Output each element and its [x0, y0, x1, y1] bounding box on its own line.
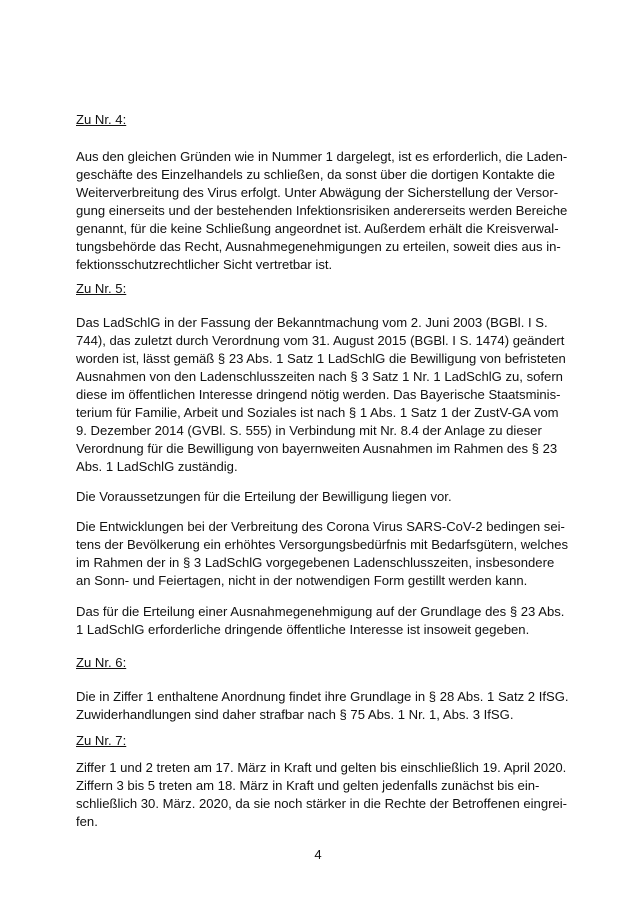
paragraph-line: Weiterverbreitung des Virus erfolgt. Unter Abwägung der Sicherstellung der Versor-	[76, 185, 559, 200]
section-heading-nr5: Zu Nr. 5:	[76, 281, 127, 296]
page-number: 4	[314, 847, 322, 862]
paragraph-line: Ziffer 1 und 2 treten am 17. März in Kraft und gelten bis einschließlich 19. April 2020.	[76, 760, 567, 775]
paragraph-line: diese im öffentlichen Interesse dringend nötig werden. Das Bayerische Staatsminis-	[76, 387, 561, 402]
paragraph-line: schließlich 30. März. 2020, da sie noch stärker in die Rechte der Betroffenen eingrei-	[76, 796, 568, 811]
section-heading-nr6: Zu Nr. 6:	[76, 655, 127, 670]
paragraph-line: Aus den gleichen Gründen wie in Nummer 1 dargelegt, ist es erforderlich, die Laden-	[76, 149, 568, 164]
paragraph-line: Die Voraussetzungen für die Erteilung der Bewilligung liegen vor.	[76, 489, 452, 504]
paragraph-line: Verordnung für die Bewilligung von bayernweiten Ausnahmen im Rahmen des § 23	[76, 441, 558, 456]
paragraph-line: geschäfte des Einzelhandels zu schließen, da sonst über die dortigen Kontakte die	[76, 167, 555, 182]
paragraph-line: Das LadSchlG in der Fassung der Bekanntmachung vom 2. Juni 2003 (BGBl. I S.	[76, 315, 548, 330]
paragraph-line: 1 LadSchlG erforderliche dringende öffentliche Interesse ist insoweit gegeben.	[76, 622, 530, 637]
paragraph-line: im Rahmen der in § 3 LadSchlG vorgegebenen Ladenschlusszeiten, insbesondere	[76, 555, 555, 570]
paragraph-line: fen.	[76, 814, 98, 829]
paragraph-line: genannt, für die keine Schließung angeordnet ist. Außerdem erhält die Kreisverwal-	[76, 221, 559, 236]
paragraph-line: Die Entwicklungen bei der Verbreitung des Corona Virus SARS-CoV-2 bedingen sei-	[76, 519, 565, 534]
paragraph-line: Ausnahmen von den Ladenschlusszeiten nach § 3 Satz 1 Nr. 1 LadSchlG zu, sofern	[76, 369, 563, 384]
section-heading-nr7: Zu Nr. 7:	[76, 733, 127, 748]
paragraph-line: 744), das zuletzt durch Verordnung vom 31. August 2015 (BGBl. I S. 1474) geändert	[76, 333, 565, 348]
paragraph-line: Abs. 1 LadSchlG zuständig.	[76, 459, 238, 474]
paragraph-line: Zuwiderhandlungen sind daher strafbar nach § 75 Abs. 1 Nr. 1, Abs. 3 IfSG.	[76, 707, 514, 722]
paragraph-line: tens der Bevölkerung ein erhöhtes Versorgungsbedürfnis mit Bedarfsgütern, welches	[76, 537, 569, 552]
paragraph-line: Die in Ziffer 1 enthaltene Anordnung findet ihre Grundlage in § 28 Abs. 1 Satz 2 IfSG.	[76, 689, 569, 704]
paragraph-line: Ziffern 3 bis 5 treten am 18. März in Kraft und gelten jedenfalls zunächst bis ein-	[76, 778, 540, 793]
paragraph-line: fektionsschutzrechtlicher Sicht vertretbar ist.	[76, 257, 333, 272]
paragraph-line: terium für Familie, Arbeit und Soziales ist nach § 1 Abs. 1 Satz 1 der ZustV-GA vom	[76, 405, 559, 420]
paragraph-line: worden ist, lässt gemäß § 23 Abs. 1 Satz 1 LadSchlG die Bewilligung von befristeten	[76, 351, 566, 366]
paragraph-line: Das für die Erteilung einer Ausnahmegenehmigung auf der Grundlage des § 23 Abs.	[76, 604, 565, 619]
paragraph-line: tungsbehörde das Recht, Ausnahmegenehmigungen zu erteilen, soweit dies aus in-	[76, 239, 561, 254]
paragraph-line: 9. Dezember 2014 (GVBl. S. 555) in Verbindung mit Nr. 8.4 der Anlage zu dieser	[76, 423, 542, 438]
paragraph-line: an Sonn- und Feiertagen, nicht in der notwendigen Form gestillt werden kann.	[76, 573, 528, 588]
paragraph-line: gung einerseits und der bestehenden Infektionsrisiken andererseits werden Bereiche	[76, 203, 568, 218]
section-heading-nr4: Zu Nr. 4:	[76, 112, 127, 127]
